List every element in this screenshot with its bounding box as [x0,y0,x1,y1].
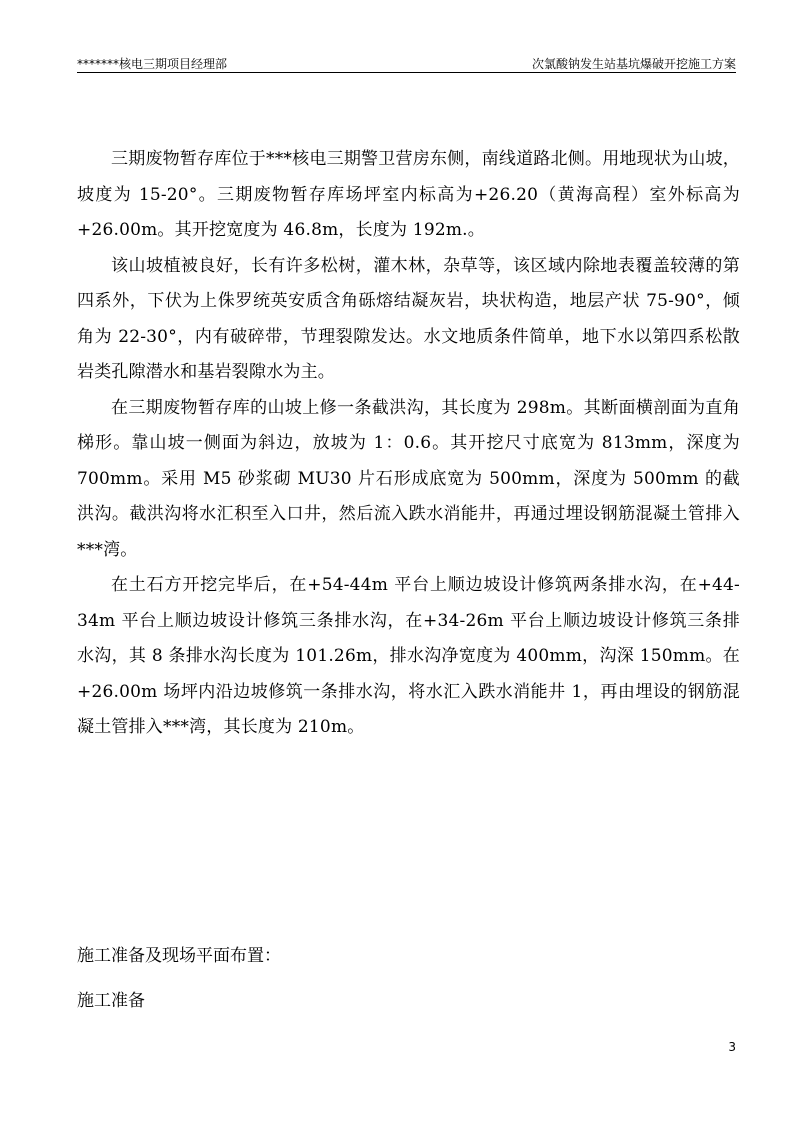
subsection-heading: 施工准备 [77,991,145,1011]
section-heading: 施工准备及现场平面布置： [77,946,281,966]
header-right: 次氯酸钠发生站基坑爆破开挖施工方案 [531,57,736,71]
document-body [77,142,740,746]
page-number: 3 [728,1040,736,1054]
header-left: *******核电三期项目经理部 [77,57,228,71]
paragraph-3: 在三期废物暂存库的山坡上修一条截洪沟，其长度为 298m。其断面横剖面为直角梯形。靠山坡一侧面为斜边，放坡为 1：0.6。其开挖尺寸底宽为 813mm，深度为 700mm。采用 M5 砂浆砌 MU30 片石形成底宽为 500mm，深度为 500mm 的截洪沟。截洪沟将水汇积至入口井，然后流入跌水消能井，再通过埋设钢筋混凝土管排入***湾。 [77,397,740,560]
page-header [77,52,736,73]
paragraph-2: 该山坡植被良好，长有许多松树，灌木林，杂草等，该区域内除地表覆盖较薄的第四系外，下伏为上侏罗统英安质含角砾熔结凝灰岩，块状构造，地层产状 75-90°，倾角为 22-30°，内有破碎带，节理裂隙发达。水文地质条件简单，地下水以第四系松散岩类孔隙潜水和基岩裂隙水为主。 [77,255,740,382]
paragraph-1: 三期废物暂存库位于***核电三期警卫营房东侧，南线道路北侧。用地现状为山坡，坡度为 15-20°。三期废物暂存库场坪室内标高为+26.20（黄海高程）室外标高为+26.00m。其开挖宽度为 46.8m，长度为 192m.。 [77,149,740,240]
paragraph-4: 在土石方开挖完毕后，在+54-44m 平台上顺边坡设计修筑两条排水沟，在+44-34m 平台上顺边坡设计修筑三条排水沟，在+34-26m 平台上顺边坡设计修筑三条排水沟，其 8 条排水沟长度为 101.26m，排水沟净宽度为 400mm，沟深 150mm。在+26.00m 场坪内沿边坡修筑一条排水沟，将水汇入跌水消能井 1，再由埋设的钢筋混凝土管排入***湾，其长度为 210m。 [77,575,740,737]
